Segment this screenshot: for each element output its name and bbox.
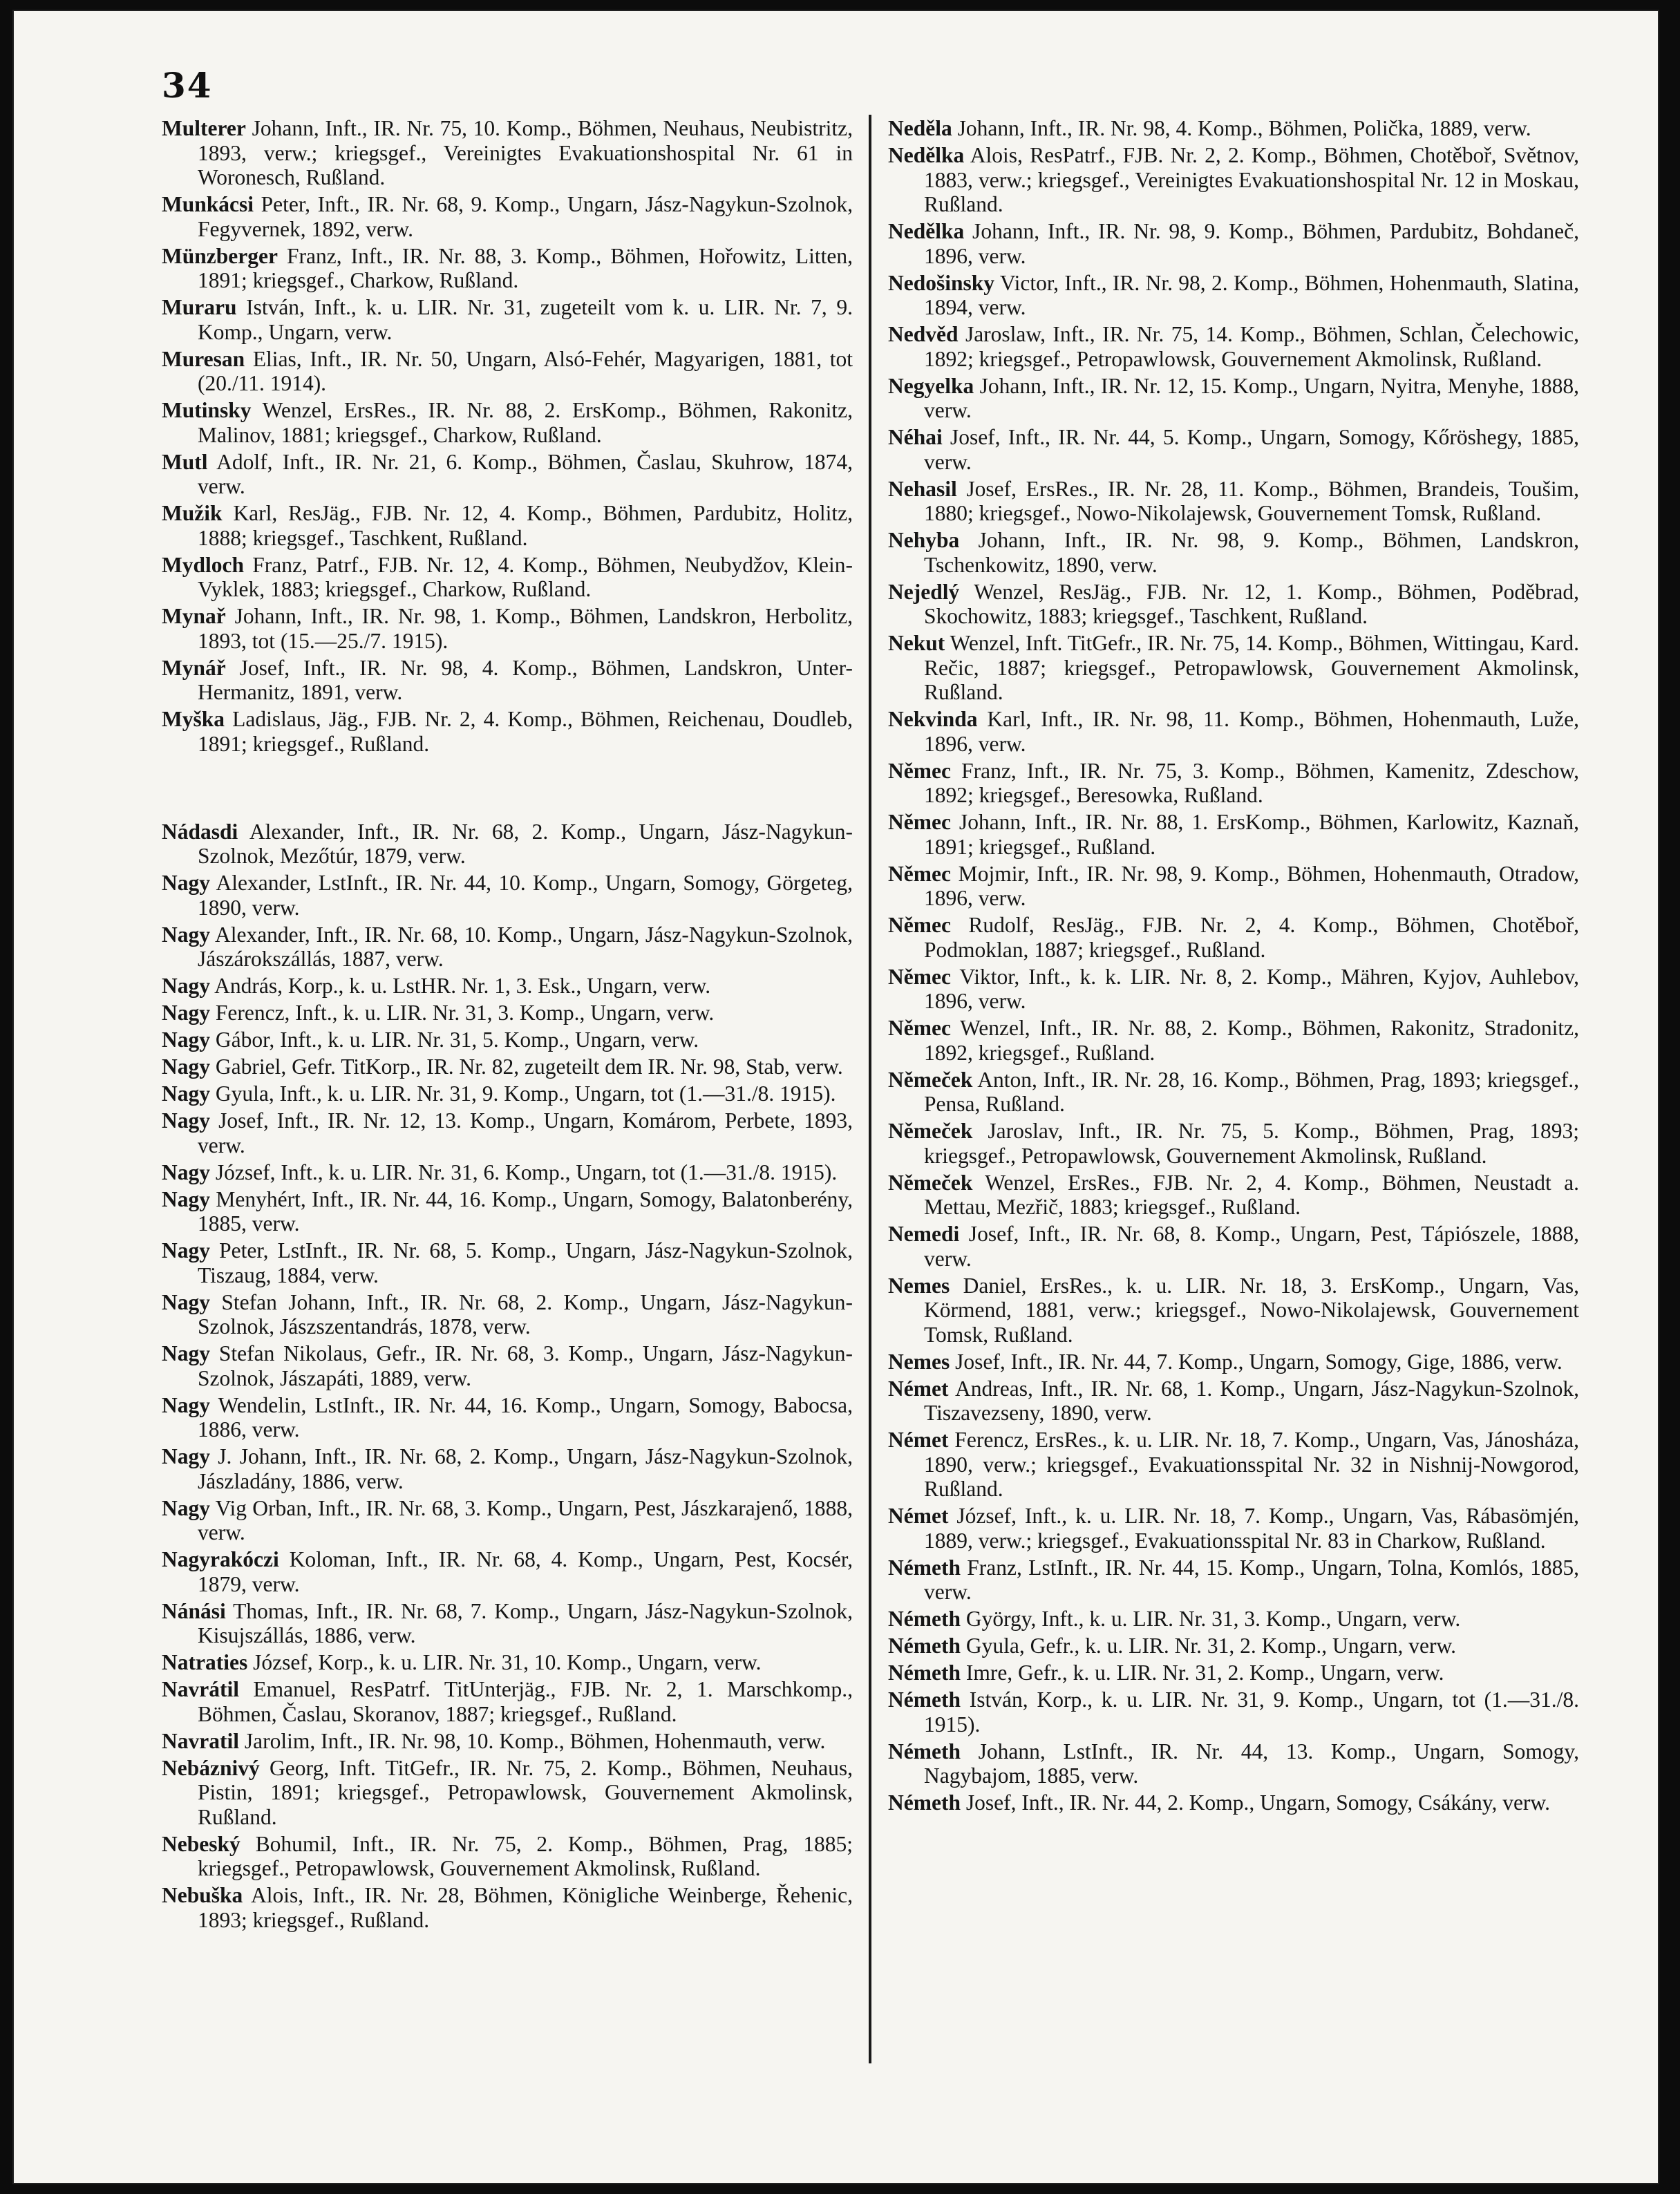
entry-details: Franz, LstInft., IR. Nr. 44, 15. Komp., Ungarn, Tolna, Komlós, 1885, verw.	[924, 1555, 1579, 1604]
register-entry	[162, 1393, 853, 1442]
entry-surname: Német	[888, 1376, 949, 1401]
entry-surname: Nemedi	[888, 1222, 960, 1246]
entry-surname: Nagy	[162, 922, 210, 947]
register-entry	[888, 1119, 1579, 1168]
register-entry	[162, 1001, 853, 1025]
entry-surname: Németh	[888, 1634, 961, 1658]
entry-surname: Nagy	[162, 1108, 210, 1133]
entry-details: Bohumil, Inft., IR. Nr. 75, 2. Komp., Böhmen, Prag, 1885; kriegsgef., Petropawlowsk, Gouvernement Akmolinsk, Rußland.	[198, 1831, 853, 1880]
entry-surname: Němec	[888, 861, 951, 886]
entry-surname: Németh	[888, 1607, 961, 1631]
entry-details: Franz, Patrf., FJB. Nr. 12, 4. Komp., Böhmen, Neubydžov, Klein-Vyklek, 1883; kriegsgef., Charkow, Rußland.	[198, 552, 853, 601]
register-entry	[888, 1634, 1579, 1658]
entry-surname: Nekut	[888, 631, 945, 655]
register-entry	[888, 913, 1579, 962]
register-entry	[162, 1238, 853, 1287]
entry-details: Wendelin, LstInft., IR. Nr. 44, 16. Komp., Ungarn, Somogy, Babocsa, 1886, verw.	[198, 1392, 853, 1441]
entry-details: Ferencz, ErsRes., k. u. LIR. Nr. 18, 7. Komp., Ungarn, Vas, Jánosháza, 1890, verw.; kriegsgef., Evakuationsspital Nr. 32 in Nishnij-Nowgorod, Rußland.	[924, 1428, 1579, 1501]
entry-surname: Němec	[888, 964, 951, 989]
entry-surname: Nagy	[162, 1028, 210, 1052]
entry-details: Alexander, Inft., IR. Nr. 68, 10. Komp., Ungarn, Jász-Nagykun-Szolnok, Jászárokszállás, 1887, verw.	[198, 922, 853, 971]
register-entry	[162, 1547, 853, 1596]
entry-details: Peter, LstInft., IR. Nr. 68, 5. Komp., Ungarn, Jász-Nagykun-Szolnok, Tiszaug, 1884, verw.	[198, 1238, 853, 1287]
entry-details: Wenzel, ErsRes., FJB. Nr. 2, 4. Komp., Böhmen, Neustadt a. Mettau, Mezřič, 1883; kriegsgef., Rußland.	[924, 1170, 1579, 1219]
register-entry	[888, 1687, 1579, 1737]
register-entry	[162, 1081, 853, 1106]
register-entry	[162, 1650, 853, 1675]
entry-details: Josef, Inft., IR. Nr. 44, 7. Komp., Ungarn, Somogy, Gige, 1886, verw.	[950, 1349, 1563, 1374]
entry-details: Johann, Inft., IR. Nr. 12, 15. Komp., Ungarn, Nyitra, Menyhe, 1888, verw.	[924, 373, 1579, 422]
entry-surname: Nagy	[162, 1001, 210, 1025]
register-entry	[888, 1739, 1579, 1788]
register-entry	[888, 477, 1579, 526]
entry-surname: Mynář	[162, 655, 226, 680]
entry-details: Elias, Inft., IR. Nr. 50, Ungarn, Alsó-Fehér, Magyarigen, 1881, tot (20./11. 1914).	[198, 346, 853, 395]
entry-surname: Negyelka	[888, 373, 974, 398]
register-entry	[162, 1496, 853, 1545]
register-entry	[888, 271, 1579, 320]
entry-details: Georg, Inft. TitGefr., IR. Nr. 75, 2. Komp., Böhmen, Neuhaus, Pistin, 1891; kriegsgef., Petropawlowsk, Gouvernement Akmolinsk, Rußland.	[198, 1755, 853, 1829]
entry-details: Josef, Inft., IR. Nr. 68, 8. Komp., Ungarn, Pest, Tápiószele, 1888, verw.	[924, 1222, 1579, 1271]
entry-surname: Němec	[888, 913, 951, 937]
entry-surname: Németh	[888, 1687, 961, 1712]
register-entry	[162, 116, 853, 190]
register-entry	[888, 1068, 1579, 1117]
register-entry	[162, 1599, 853, 1648]
entry-details: Peter, Inft., IR. Nr. 68, 9. Komp., Ungarn, Jász-Nagykun-Szolnok, Fegyvernek, 1892, verw.	[198, 192, 853, 241]
entry-surname: Nagy	[162, 1444, 210, 1468]
register-entry	[162, 1756, 853, 1830]
register-entry	[162, 1055, 853, 1079]
register-entry	[888, 810, 1579, 859]
entry-details: Imre, Gefr., k. u. LIR. Nr. 31, 2. Komp., Ungarn, verw.	[960, 1661, 1444, 1685]
register-entry	[888, 580, 1579, 629]
entry-surname: Nemes	[888, 1273, 950, 1298]
entry-surname: Nebáznivý	[162, 1755, 260, 1780]
entry-details: Wenzel, ResJäg., FJB. Nr. 12, 1. Komp., Böhmen, Poděbrad, Skochowitz, 1883; kriegsgef., Taschkent, Rußland.	[924, 579, 1579, 628]
right-column	[888, 116, 1579, 1817]
register-entry	[888, 1790, 1579, 1815]
register-entry	[888, 862, 1579, 911]
entry-surname: Němec	[888, 758, 951, 783]
entry-surname: Mužik	[162, 501, 223, 525]
entry-details: Alexander, Inft., IR. Nr. 68, 2. Komp., Ungarn, Jász-Nagykun-Szolnok, Mezőtúr, 1879, verw.	[198, 819, 853, 868]
register-entry	[888, 425, 1579, 474]
entry-details: Menyhért, Inft., IR. Nr. 44, 16. Komp., Ungarn, Somogy, Balatonberény, 1885, verw.	[198, 1186, 853, 1236]
register-entry	[888, 1377, 1579, 1426]
entry-details: Johann, Inft., IR. Nr. 98, 1. Komp., Böhmen, Landskron, Herbolitz, 1893, tot (15.—25./7. 1915).	[198, 604, 853, 653]
entry-details: Ladislaus, Jäg., FJB. Nr. 2, 4. Komp., Böhmen, Reichenau, Doudleb, 1891; kriegsgef., Rußland.	[198, 707, 853, 756]
register-entry	[162, 1028, 853, 1052]
entry-details: J. Johann, Inft., IR. Nr. 68, 2. Komp., Ungarn, Jász-Nagykun-Szolnok, Jászladány, 1886, verw.	[198, 1444, 853, 1493]
entry-surname: Németh	[888, 1790, 961, 1815]
entry-surname: Németh	[888, 1555, 961, 1580]
entry-surname: Multerer	[162, 116, 246, 140]
entry-details: Gyula, Gefr., k. u. LIR. Nr. 31, 2. Komp., Ungarn, verw.	[960, 1634, 1457, 1658]
entry-surname: Nedvěd	[888, 322, 959, 346]
register-entry	[162, 553, 853, 602]
entry-details: Josef, Inft., IR. Nr. 98, 4. Komp., Böhmen, Landskron, Unter-Hermanitz, 1891, verw.	[198, 655, 853, 704]
entry-surname: Natraties	[162, 1650, 248, 1674]
register-entry	[162, 295, 853, 344]
entry-details: Anton, Inft., IR. Nr. 28, 16. Komp., Böhmen, Prag, 1893; kriegsgef., Pensa, Rußland.	[924, 1067, 1579, 1116]
entry-surname: Nagy	[162, 1238, 210, 1263]
entry-details: Franz, Inft., IR. Nr. 88, 3. Komp., Böhmen, Hořowitz, Litten, 1891; kriegsgef., Charkow, Rußland.	[198, 243, 853, 292]
entry-surname: Munkácsi	[162, 192, 254, 216]
entry-details: Adolf, Inft., IR. Nr. 21, 6. Komp., Böhmen, Časlau, Skuhrow, 1874, verw.	[198, 449, 853, 498]
entry-surname: Nagy	[162, 1495, 210, 1520]
entry-details: Franz, Inft., IR. Nr. 75, 3. Komp., Böhmen, Kamenitz, Zdeschow, 1892; kriegsgef., Beresowka, Rußland.	[924, 758, 1579, 807]
entry-surname: Navratil	[162, 1728, 239, 1753]
entry-surname: Nedošinsky	[888, 270, 995, 295]
entry-details: Vig Orban, Inft., IR. Nr. 68, 3. Komp., Ungarn, Pest, Jászkarajenő, 1888, verw.	[198, 1495, 853, 1544]
entry-surname: Nehasil	[888, 476, 957, 501]
entry-details: Wenzel, Inft. TitGefr., IR. Nr. 75, 14. Komp., Böhmen, Wittingau, Kard. Rečic, 1887; kriegsgef., Petropawlowsk, Gouvernement Akmolinsk, Rußland.	[924, 631, 1579, 704]
register-entry	[162, 1883, 853, 1932]
entry-details: Karl, ResJäg., FJB. Nr. 12, 4. Komp., Böhmen, Pardubitz, Holitz, 1888; kriegsgef., Taschkent, Rußland.	[198, 501, 853, 550]
entry-details: István, Inft., k. u. LIR. Nr. 31, zugeteilt vom k. u. LIR. Nr. 7, 9. Komp., Ungarn, verw.	[198, 295, 853, 344]
register-entry	[888, 1016, 1579, 1065]
entry-surname: Nejedlý	[888, 579, 960, 604]
register-entry	[162, 923, 853, 972]
register-entry	[162, 707, 853, 756]
entry-details: Alois, Inft., IR. Nr. 28, Böhmen, Königliche Weinberge, Řehenic, 1893; kriegsgef., Rußland.	[198, 1883, 853, 1932]
entry-surname: Nagyrakóczi	[162, 1547, 279, 1571]
section-gap	[162, 759, 853, 820]
entry-surname: Němec	[888, 1016, 951, 1040]
entry-surname: Német	[888, 1504, 949, 1528]
entry-details: Daniel, ErsRes., k. u. LIR. Nr. 18, 3. ErsKomp., Ungarn, Vas, Körmend, 1881, verw.; kriegsgef., Nowo-Nikolajewsk, Gouvernement Tomsk, Rußland.	[924, 1273, 1579, 1347]
entry-surname: Nedělka	[888, 219, 965, 243]
entry-surname: Nagy	[162, 1081, 210, 1106]
entry-surname: Nagy	[162, 1160, 210, 1184]
register-entry	[162, 501, 853, 550]
entry-surname: Neděla	[888, 116, 952, 140]
entry-surname: Němec	[888, 810, 951, 834]
entry-surname: Nemes	[888, 1349, 950, 1374]
entry-surname: Nádasdi	[162, 819, 238, 844]
register-entry	[162, 1160, 853, 1185]
entry-details: András, Korp., k. u. LstHR. Nr. 1, 3. Esk., Ungarn, verw.	[210, 974, 711, 998]
entry-surname: Nekvinda	[888, 707, 978, 731]
entry-surname: Nagy	[162, 1341, 210, 1365]
register-entry	[162, 244, 853, 293]
entry-details: Johann, Inft., IR. Nr. 88, 1. ErsKomp., Böhmen, Karlowitz, Kaznaň, 1891; kriegsgef., Rußland.	[924, 810, 1579, 859]
entry-details: Johann, Inft., IR. Nr. 98, 9. Komp., Böhmen, Landskron, Tschenkowitz, 1890, verw.	[924, 528, 1579, 577]
entry-details: György, Inft., k. u. LIR. Nr. 31, 3. Komp., Ungarn, verw.	[960, 1607, 1461, 1631]
register-entry	[162, 1341, 853, 1390]
entry-surname: Nagy	[162, 1186, 210, 1211]
entry-surname: Muraru	[162, 295, 237, 319]
entry-surname: Néhai	[888, 425, 943, 449]
register-entry	[888, 143, 1579, 217]
register-entry	[162, 1832, 853, 1881]
entry-details: Gyula, Inft., k. u. LIR. Nr. 31, 9. Komp., Ungarn, tot (1.—31./8. 1915).	[210, 1081, 836, 1106]
entry-surname: Nánási	[162, 1598, 226, 1623]
register-entry	[888, 1607, 1579, 1632]
entry-details: Josef, ErsRes., IR. Nr. 28, 11. Komp., Böhmen, Brandeis, Toušim, 1880; kriegsgef., Nowo-Nikolajewsk, Gouvernement Tomsk, Rußland.	[924, 476, 1579, 525]
entry-details: József, Inft., k. u. LIR. Nr. 31, 6. Komp., Ungarn, tot (1.—31./8. 1915).	[210, 1160, 838, 1184]
entry-surname: Német	[888, 1428, 949, 1452]
entry-details: Josef, Inft., IR. Nr. 12, 13. Komp., Ungarn, Komárom, Perbete, 1893, verw.	[198, 1108, 853, 1157]
entry-surname: Nagy	[162, 1289, 210, 1314]
entry-surname: Nebeský	[162, 1831, 240, 1856]
register-entry	[888, 1661, 1579, 1685]
register-entry	[162, 1290, 853, 1339]
register-entry	[162, 450, 853, 499]
entry-surname: Navrátil	[162, 1677, 239, 1701]
register-entry	[888, 759, 1579, 808]
entry-details: Emanuel, ResPatrf. TitUnterjäg., FJB. Nr. 2, 1. Marschkomp., Böhmen, Časlau, Skoranov, 1887; kriegsgef., Rußland.	[198, 1677, 853, 1726]
entry-details: Victor, Inft., IR. Nr. 98, 2. Komp., Böhmen, Hohenmauth, Slatina, 1894, verw.	[924, 270, 1579, 319]
entry-details: Mojmir, Inft., IR. Nr. 98, 9. Komp., Böhmen, Hohenmauth, Otradow, 1896, verw.	[924, 861, 1579, 910]
entry-details: Jaroslav, Inft., IR. Nr. 75, 5. Komp., Böhmen, Prag, 1893; kriegsgef., Petropawlowsk, Gouvernement Akmolinsk, Rußland.	[924, 1119, 1579, 1168]
column-divider	[869, 115, 871, 2063]
register-entry	[888, 1350, 1579, 1374]
entry-details: Gábor, Inft., k. u. LIR. Nr. 31, 5. Komp., Ungarn, verw.	[210, 1028, 699, 1052]
entry-surname: Nedělka	[888, 143, 965, 167]
entry-details: Thomas, Inft., IR. Nr. 68, 7. Komp., Ungarn, Jász-Nagykun-Szolnok, Kisujszállás, 1886, verw.	[198, 1598, 853, 1647]
register-entry	[162, 1108, 853, 1157]
entry-surname: Nagy	[162, 1055, 210, 1079]
register-entry	[888, 116, 1579, 141]
entry-details: József, Korp., k. u. LIR. Nr. 31, 10. Komp., Ungarn, verw.	[247, 1650, 762, 1674]
register-entry	[888, 631, 1579, 705]
entry-surname: Němeček	[888, 1119, 973, 1143]
register-entry	[888, 528, 1579, 577]
entry-details: Karl, Inft., IR. Nr. 98, 11. Komp., Böhmen, Hohenmauth, Luže, 1896, verw.	[924, 707, 1579, 756]
entry-details: Wenzel, Inft., IR. Nr. 88, 2. Komp., Böhmen, Rakonitz, Stradonitz, 1892, kriegsgef., Rußland.	[924, 1016, 1579, 1065]
entry-surname: Mynař	[162, 604, 226, 628]
register-entry	[162, 820, 853, 869]
entry-surname: Mydloch	[162, 552, 245, 577]
register-entry	[888, 1171, 1579, 1220]
entry-details: István, Korp., k. u. LIR. Nr. 31, 9. Komp., Ungarn, tot (1.—31./8. 1915).	[924, 1687, 1579, 1737]
entry-surname: Muresan	[162, 346, 245, 371]
entry-surname: Mutl	[162, 449, 208, 474]
entry-surname: Nehyba	[888, 528, 960, 552]
entry-surname: Münzberger	[162, 243, 278, 268]
entry-details: Josef, Inft., IR. Nr. 44, 5. Komp., Ungarn, Somogy, Kőröshegy, 1885, verw.	[924, 425, 1579, 474]
entry-details: Jarolim, Inft., IR. Nr. 98, 10. Komp., Böhmen, Hohenmauth, verw.	[238, 1728, 826, 1753]
entry-surname: Nagy	[162, 1392, 210, 1417]
register-entry	[162, 974, 853, 999]
register-entry	[888, 965, 1579, 1014]
entry-details: Rudolf, ResJäg., FJB. Nr. 2, 4. Komp., Böhmen, Chotěboř, Podmoklan, 1887; kriegsgef., Rußland.	[924, 913, 1579, 962]
document-page	[12, 10, 1659, 2184]
left-column	[162, 116, 853, 1935]
entry-details: Andreas, Inft., IR. Nr. 68, 1. Komp., Ungarn, Jász-Nagykun-Szolnok, Tiszavezseny, 1890, verw.	[924, 1376, 1579, 1425]
entry-surname: Nagy	[162, 974, 210, 998]
register-entry	[162, 1187, 853, 1236]
entry-surname: Nagy	[162, 871, 210, 895]
page-number: 34	[162, 65, 213, 106]
register-entry	[162, 1677, 853, 1726]
entry-surname: Myška	[162, 707, 225, 731]
entry-details: Jaroslaw, Inft., IR. Nr. 75, 14. Komp., Böhmen, Schlan, Čelechowic, 1892; kriegsgef., Petropawlowsk, Gouvernement Akmolinsk, Rußland.	[924, 322, 1579, 371]
entry-details: Johann, Inft., IR. Nr. 75, 10. Komp., Böhmen, Neuhaus, Neubistritz, 1893, verw.; kriegsgef., Vereinigtes Evakuationshospital Nr. 61 in Woronesch, Rußland.	[198, 116, 853, 189]
register-entry	[888, 1222, 1579, 1271]
entry-surname: Németh	[888, 1661, 961, 1685]
register-entry	[162, 192, 853, 241]
entry-details: Johann, Inft., IR. Nr. 98, 9. Komp., Böhmen, Pardubitz, Bohdaneč, 1896, verw.	[924, 219, 1579, 268]
register-entry	[888, 322, 1579, 371]
register-entry	[162, 656, 853, 705]
register-entry	[888, 374, 1579, 423]
register-entry	[162, 871, 853, 920]
entry-details: Johann, LstInft., IR. Nr. 44, 13. Komp., Ungarn, Somogy, Nagybajom, 1885, verw.	[924, 1739, 1579, 1788]
entry-details: Koloman, Inft., IR. Nr. 68, 4. Komp., Ungarn, Pest, Kocsér, 1879, verw.	[198, 1547, 853, 1596]
entry-surname: Németh	[888, 1739, 961, 1763]
entry-details: Gabriel, Gefr. TitKorp., IR. Nr. 82, zugeteilt dem IR. Nr. 98, Stab, verw.	[210, 1055, 843, 1079]
entry-surname: Mutinsky	[162, 398, 252, 422]
register-entry	[888, 1274, 1579, 1347]
register-entry	[162, 1729, 853, 1754]
entry-surname: Němeček	[888, 1067, 973, 1092]
entry-details: Viktor, Inft., k. k. LIR. Nr. 8, 2. Komp., Mähren, Kyjov, Auhlebov, 1896, verw.	[924, 964, 1579, 1013]
entry-details: Alexander, LstInft., IR. Nr. 44, 10. Komp., Ungarn, Somogy, Görgeteg, 1890, verw.	[198, 871, 853, 920]
entry-details: Josef, Inft., IR. Nr. 44, 2. Komp., Ungarn, Somogy, Csákány, verw.	[960, 1790, 1550, 1815]
entry-surname: Němeček	[888, 1170, 973, 1195]
register-entry	[162, 398, 853, 447]
entry-details: Alois, ResPatrf., FJB. Nr. 2, 2. Komp., Böhmen, Chotěboř, Světnov, 1883, verw.; kriegsgef., Vereinigtes Evakuationshospital Nr. 12 in Moskau, Rußland.	[924, 143, 1579, 216]
register-entry	[888, 1428, 1579, 1502]
register-entry	[888, 707, 1579, 756]
register-entry	[162, 1444, 853, 1493]
entry-surname: Nebuška	[162, 1883, 243, 1907]
register-entry	[162, 604, 853, 653]
register-entry	[888, 1555, 1579, 1605]
entry-details: Ferencz, Inft., k. u. LIR. Nr. 31, 3. Komp., Ungarn, verw.	[210, 1001, 715, 1025]
entry-details: József, Inft., k. u. LIR. Nr. 18, 7. Komp., Ungarn, Vas, Rábasömjén, 1889, verw.; kriegsgef., Evakuationsspital Nr. 83 in Charkow, Rußland.	[924, 1504, 1579, 1553]
register-entry	[888, 219, 1579, 268]
entry-details: Johann, Inft., IR. Nr. 98, 4. Komp., Böhmen, Polička, 1889, verw.	[952, 116, 1531, 140]
register-entry	[162, 347, 853, 396]
entry-details: Stefan Johann, Inft., IR. Nr. 68, 2. Komp., Ungarn, Jász-Nagykun-Szolnok, Jászszentandrás, 1878, verw.	[198, 1289, 853, 1339]
entry-details: Wenzel, ErsRes., IR. Nr. 88, 2. ErsKomp., Böhmen, Rakonitz, Malinov, 1881; kriegsgef., Charkow, Rußland.	[198, 398, 853, 447]
entry-details: Stefan Nikolaus, Gefr., IR. Nr. 68, 3. Komp., Ungarn, Jász-Nagykun-Szolnok, Jászapáti, 1889, verw.	[198, 1341, 853, 1390]
register-entry	[888, 1504, 1579, 1553]
